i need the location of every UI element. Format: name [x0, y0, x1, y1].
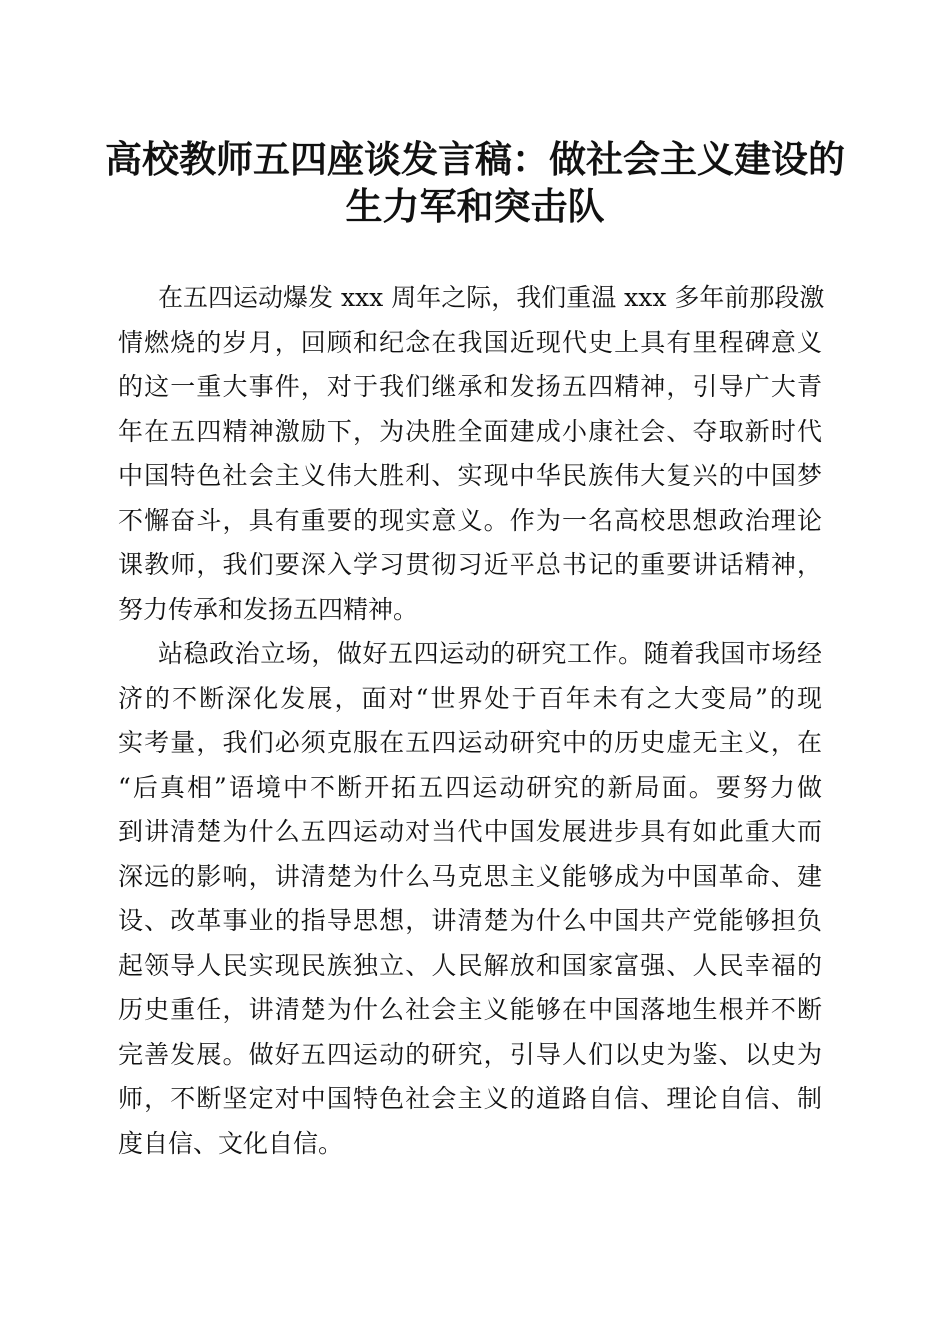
text-line: 到讲清楚为什么五四运动对当代中国发展进步具有如此重大而	[118, 817, 822, 846]
text-line: 度自信、文化自信。	[118, 1128, 344, 1158]
text-line: 设、改革事业的指导思想，讲清楚为什么中国共产党能够担负	[118, 906, 822, 935]
text-line: 师，不断坚定对中国特色社会主义的道路自信、理论自信、制	[118, 1084, 822, 1113]
text-line: 历史重任，讲清楚为什么社会主义能够在中国落地生根并不断	[118, 995, 822, 1024]
text-line: 情燃烧的岁月，回顾和纪念在我国近现代史上具有里程碑意义	[118, 327, 822, 357]
text-line: 站稳政治立场，做好五四运动的研究工作。随着我国市场经	[158, 639, 822, 668]
text-line: 完善发展。做好五四运动的研究，引导人们以史为鉴、以史为	[118, 1039, 822, 1069]
text-line: 起领导人民实现民族独立、人民解放和国家富强、人民幸福的	[118, 950, 822, 980]
document-body	[118, 276, 825, 1166]
title-line: 生力军和突击队	[345, 184, 605, 228]
text-line: 年在五四精神激励下，为决胜全面建成小康社会、夺取新时代	[118, 416, 822, 446]
text-line: 不懈奋斗，具有重要的现实意义。作为一名高校思想政治理论	[118, 505, 822, 535]
text-line: 的这一重大事件，对于我们继承和发扬五四精神，引导广大青	[118, 372, 822, 401]
text-line: 济的不断深化发展，面对“世界处于百年未有之大变局”的现	[118, 683, 822, 713]
text-line: 中国特色社会主义伟大胜利、实现中华民族伟大复兴的中国梦	[118, 461, 822, 490]
text-line: 在五四运动爆发 xxx 周年之际，我们重温 xxx 多年前那段激	[158, 283, 825, 312]
text-line: 课教师，我们要深入学习贯彻习近平总书记的重要讲话精神，	[118, 550, 822, 579]
paragraph-2	[118, 632, 822, 1166]
paragraph-1	[118, 276, 825, 632]
text-line: 深远的影响，讲清楚为什么马克思主义能够成为中国革命、建	[118, 861, 822, 891]
text-line: 实考量，我们必须克服在五四运动研究中的历史虚无主义，在	[118, 728, 822, 757]
text-line: “后真相”语境中不断开拓五四运动研究的新局面。要努力做	[118, 772, 822, 802]
text-line: 努力传承和发扬五四精神。	[118, 594, 419, 624]
document-title	[100, 136, 850, 230]
title-line: 高校教师五四座谈发言稿：做社会主义建设的	[105, 137, 845, 181]
